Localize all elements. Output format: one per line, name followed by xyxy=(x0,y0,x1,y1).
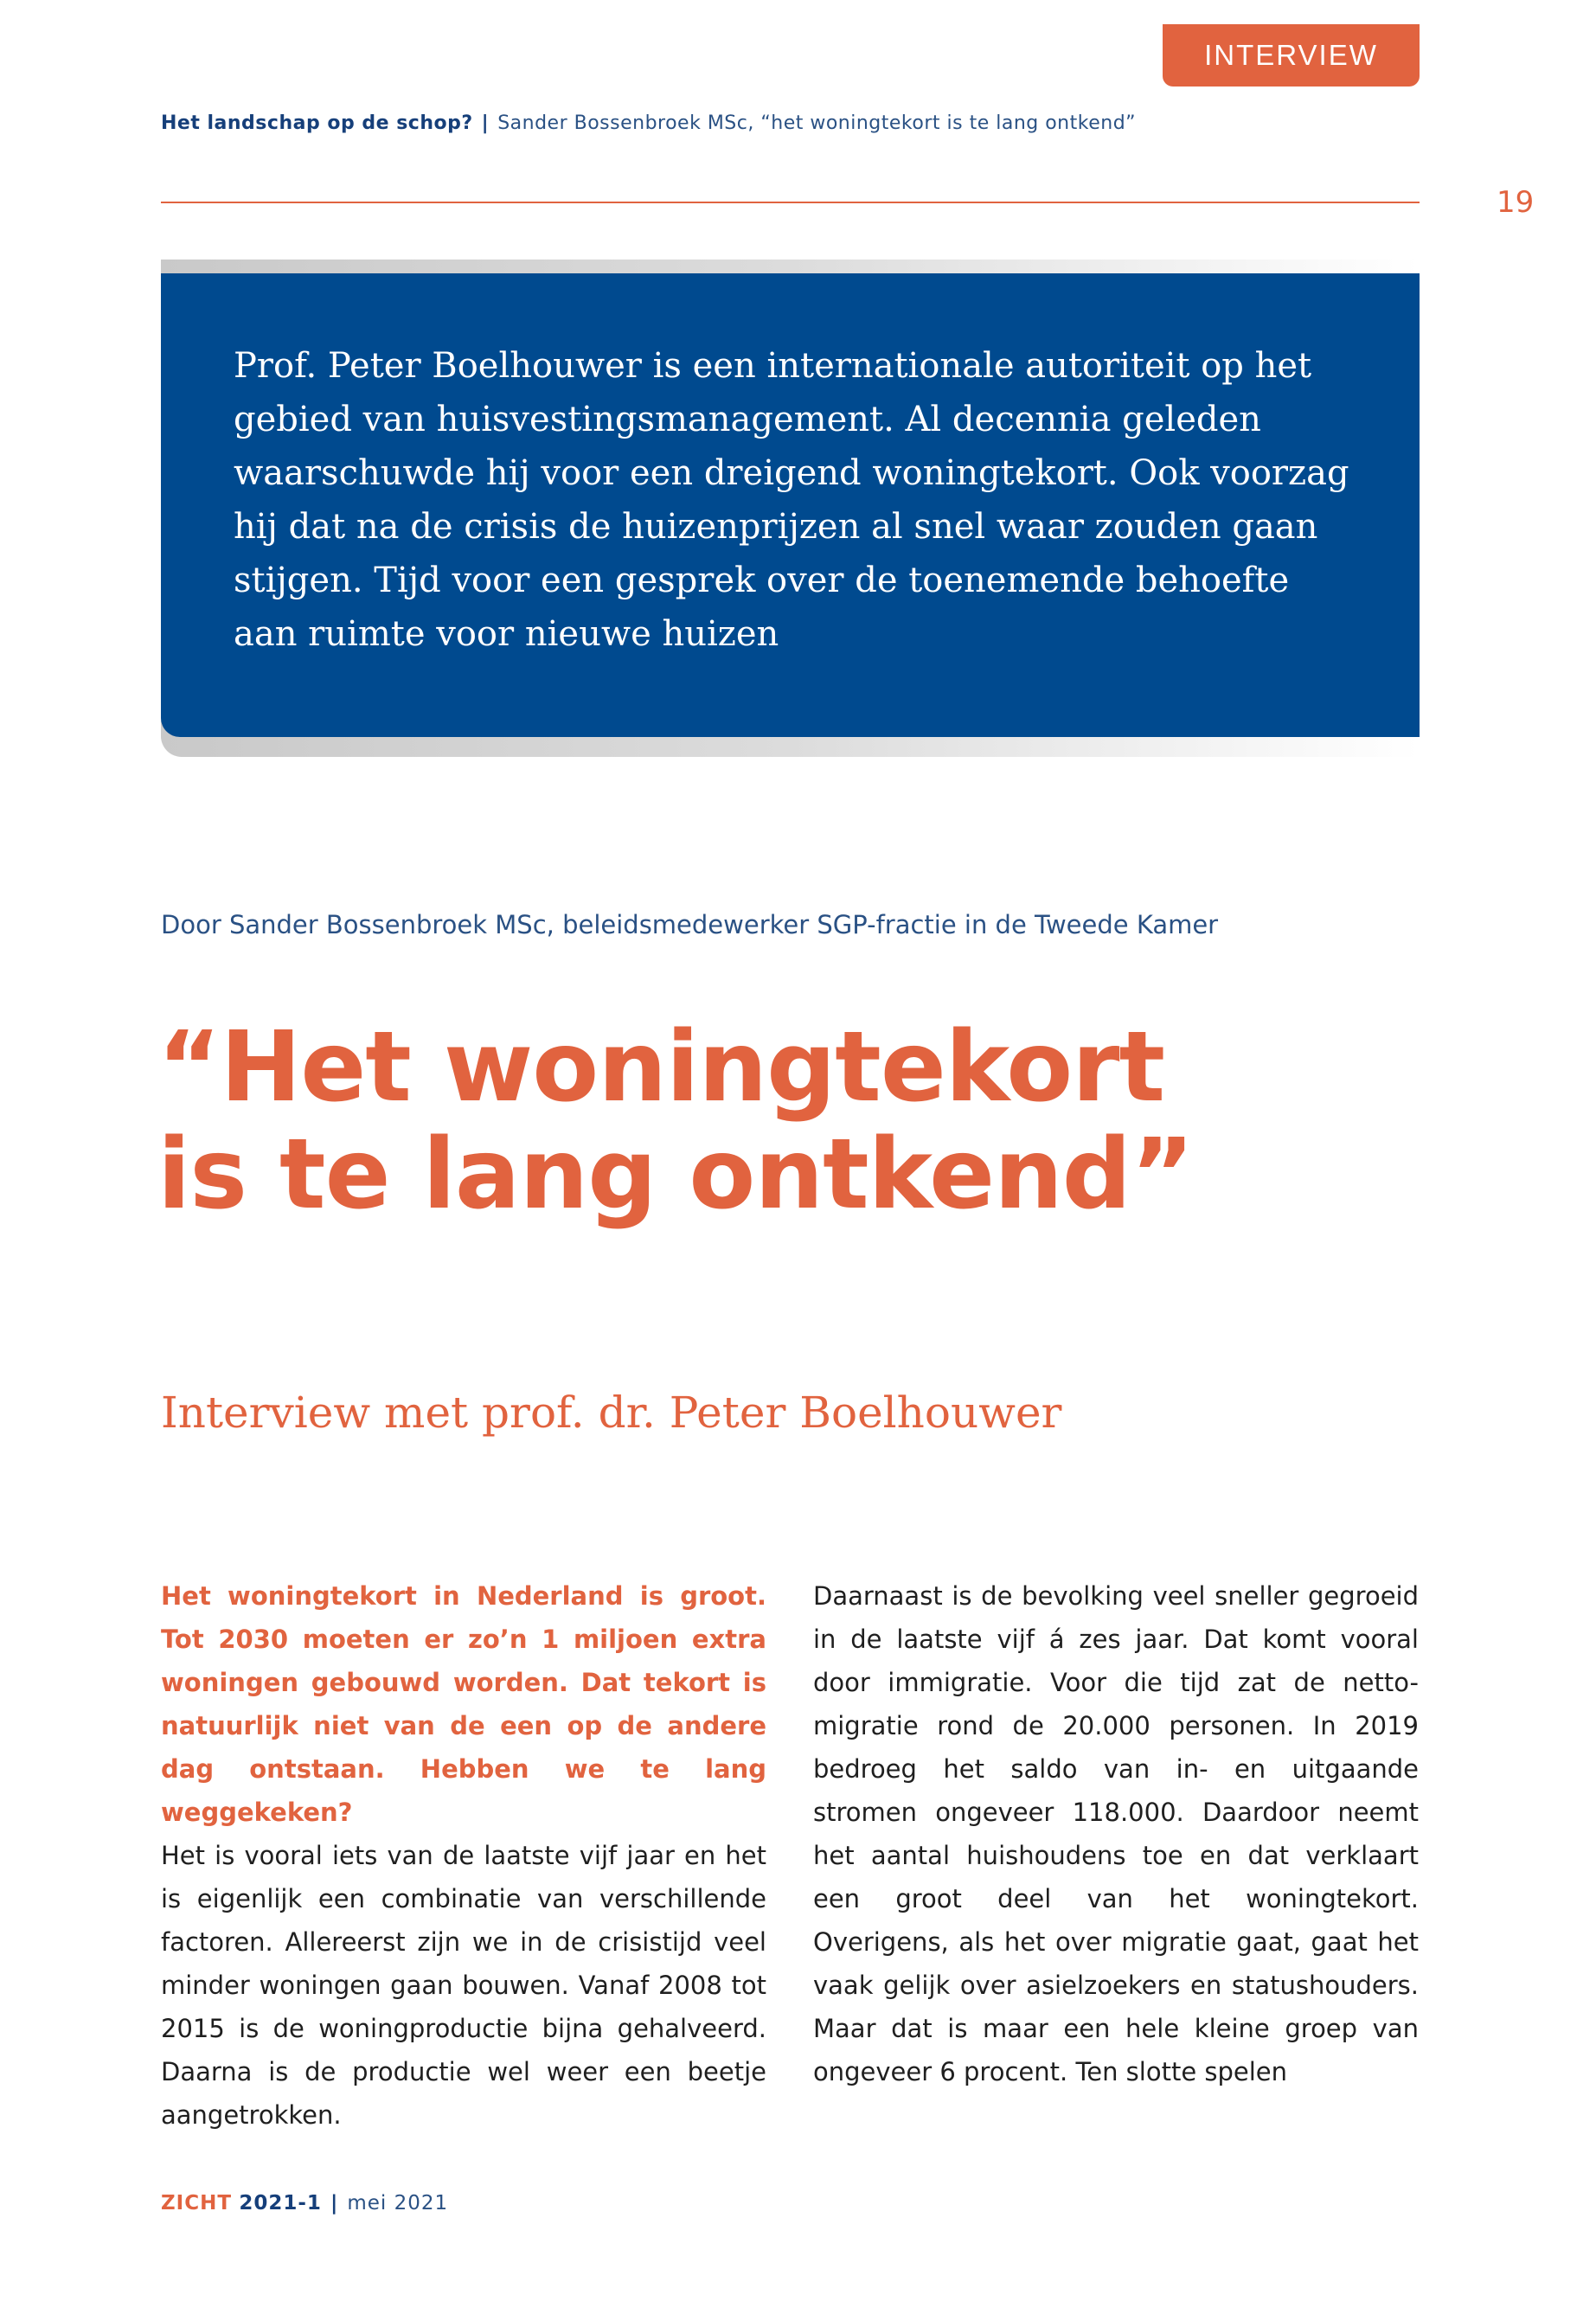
running-head-section: Het landschap op de schop? xyxy=(161,112,473,134)
body-column-left xyxy=(161,1574,766,2137)
headline-line-2: is te lang ontkend” xyxy=(157,1118,1194,1231)
running-head xyxy=(161,112,1136,134)
section-tab: INTERVIEW xyxy=(1163,24,1420,87)
interview-answer-left: Het is vooral iets van de laatste vijf jaar en het is eigenlijk een combinatie van verschillende factoren. Allereerst zijn we in de crisistijd veel minder woningen gaan bouwen. Vanaf 2008 tot 2015 is de woningproductie bijna gehalveerd. Daarna is de productie wel weer een beetje aangetrokken. xyxy=(161,1841,766,2130)
body-column-right xyxy=(813,1574,1419,2093)
headline-line-1: “Het woningtekort xyxy=(157,1011,1164,1124)
footer xyxy=(161,2192,448,2214)
footer-magazine: ZICHT xyxy=(161,2192,233,2214)
footer-date: mei 2021 xyxy=(347,2192,449,2214)
running-head-separator: | xyxy=(481,112,490,134)
header-rule xyxy=(161,202,1420,203)
intro-text: Prof. Peter Boelhouwer is een internationale autoriteit op het gebied van huisvestingsmanagement. Al decennia geleden waarschuwde hij voor een dreigend woningtekort. Ook voorzag hij dat na de crisis de huizenprijzen al snel waar zouden gaan stijgen. Tijd voor een gesprek over de toenemende behoefte aan ruimte voor nieuwe huizen xyxy=(234,346,1349,654)
footer-issue: 2021-1 xyxy=(239,2192,322,2214)
headline xyxy=(157,1011,1368,1231)
interview-question: Het woningtekort in Nederland is groot. Tot 2030 moeten er zo’n 1 miljoen extra woningen gebouwd worden. Dat tekort is natuurlijk niet van de een op de andere dag ontstaan. Hebben we te lang weggekeken? xyxy=(161,1581,766,1827)
intro-box xyxy=(161,273,1420,737)
interview-answer-right: Daarnaast is de bevolking veel sneller gegroeid in de laatste vijf á zes jaar. Dat komt vooral door immigratie. Voor die tijd zat de netto-migratie rond de 20.000 personen. In 2019 bedroeg het saldo van in- en uitgaande stromen ongeveer 118.000. Daardoor neemt het aantal huishoudens toe en dat verklaart een groot deel van het woningtekort. Overigens, als het over migratie gaat, gaat het vaak gelijk over asielzoekers en statushouders. Maar dat is maar een hele kleine groep van ongeveer 6 procent. Ten slotte spelen xyxy=(813,1581,1419,2086)
running-head-article: Sander Bossenbroek MSc, “het woningtekort is te lang ontkend” xyxy=(497,112,1137,134)
page-number: 19 xyxy=(1497,185,1535,220)
byline: Door Sander Bossenbroek MSc, beleidsmedewerker SGP-fractie in de Tweede Kamer xyxy=(161,910,1219,939)
footer-separator: | xyxy=(330,2192,339,2214)
subtitle: Interview met prof. dr. Peter Boelhouwer xyxy=(161,1388,1062,1438)
